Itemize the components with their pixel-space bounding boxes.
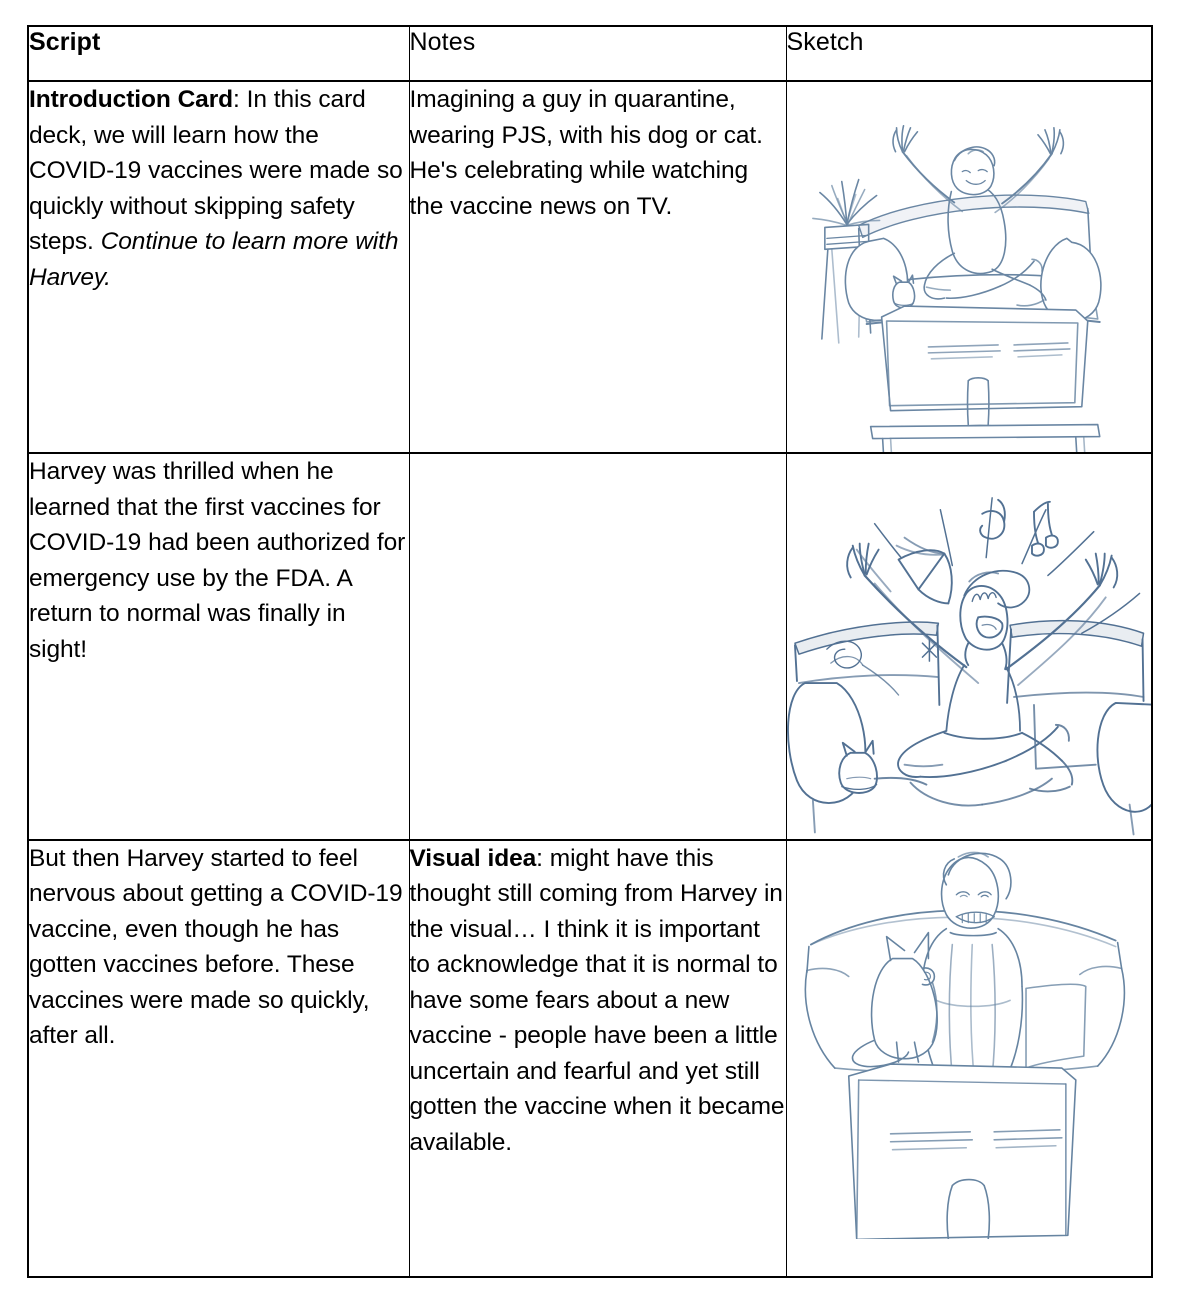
column-header-notes-label: Notes [409, 28, 476, 56]
sketch-person-celebrating-on-couch-watching-tv [787, 82, 1152, 452]
row-2-notes-cell [409, 453, 786, 839]
row-1-script-lead: Introduction Card [29, 86, 234, 113]
storyboard-table [27, 25, 1153, 1278]
row-1-sketch-cell [786, 81, 1152, 453]
row-3-notes-cell [409, 840, 786, 1277]
row-3-script-cell [28, 840, 409, 1277]
row-3-notes-body: : might have this thought still coming from Harvey in the visual… I think it is important to acknowledge that it is normal to have some fears about a new vaccine - people have been a little uncertain and fearful and yet still gotten the vaccine when it became available. [409, 844, 785, 1156]
row-3-notes-text [410, 841, 786, 1161]
row-1-script-cell [28, 81, 409, 453]
column-header-sketch [786, 26, 1152, 81]
table-header-row [28, 26, 1152, 81]
column-header-notes [409, 26, 786, 81]
row-1-script-italic: Continue to learn more with Harvey. [29, 228, 399, 291]
sketch-harvey-anxious-hugging-knees [787, 841, 1152, 1239]
row-1-notes-text: Imagining a guy in quarantine, wearing PJS, with his dog or cat. He's celebrating while watching the vaccine news on TV. [409, 86, 763, 220]
column-header-sketch-label: Sketch [786, 28, 864, 56]
row-1-script-body: : In this card deck, we will learn how the COVID-19 vaccines were made so quickly without skipping safety steps. [29, 86, 403, 255]
column-header-script [28, 26, 409, 81]
table-row [28, 840, 1152, 1277]
row-2-script-cell [28, 453, 409, 839]
row-2-sketch-cell [786, 453, 1152, 839]
column-header-script-label: Script [29, 28, 101, 56]
row-3-notes-lead: Visual idea [409, 844, 537, 872]
table-row [28, 453, 1152, 839]
row-1-script-text [29, 82, 409, 295]
sketch-harvey-cheering-closeup [787, 454, 1152, 838]
table-row [28, 81, 1152, 453]
row-1-notes-cell [409, 81, 786, 453]
row-2-script-text: Harvey was thrilled when he learned that the first vaccines for COVID-19 had been authorized for emergency use by the FDA. A return to normal was finally in sight! [29, 458, 406, 663]
row-3-script-text: But then Harvey started to feel nervous about getting a COVID-19 vaccine, even though he has gotten vaccines before. These vaccines were made so quickly, after all. [29, 844, 403, 1050]
row-3-sketch-cell [786, 840, 1152, 1277]
